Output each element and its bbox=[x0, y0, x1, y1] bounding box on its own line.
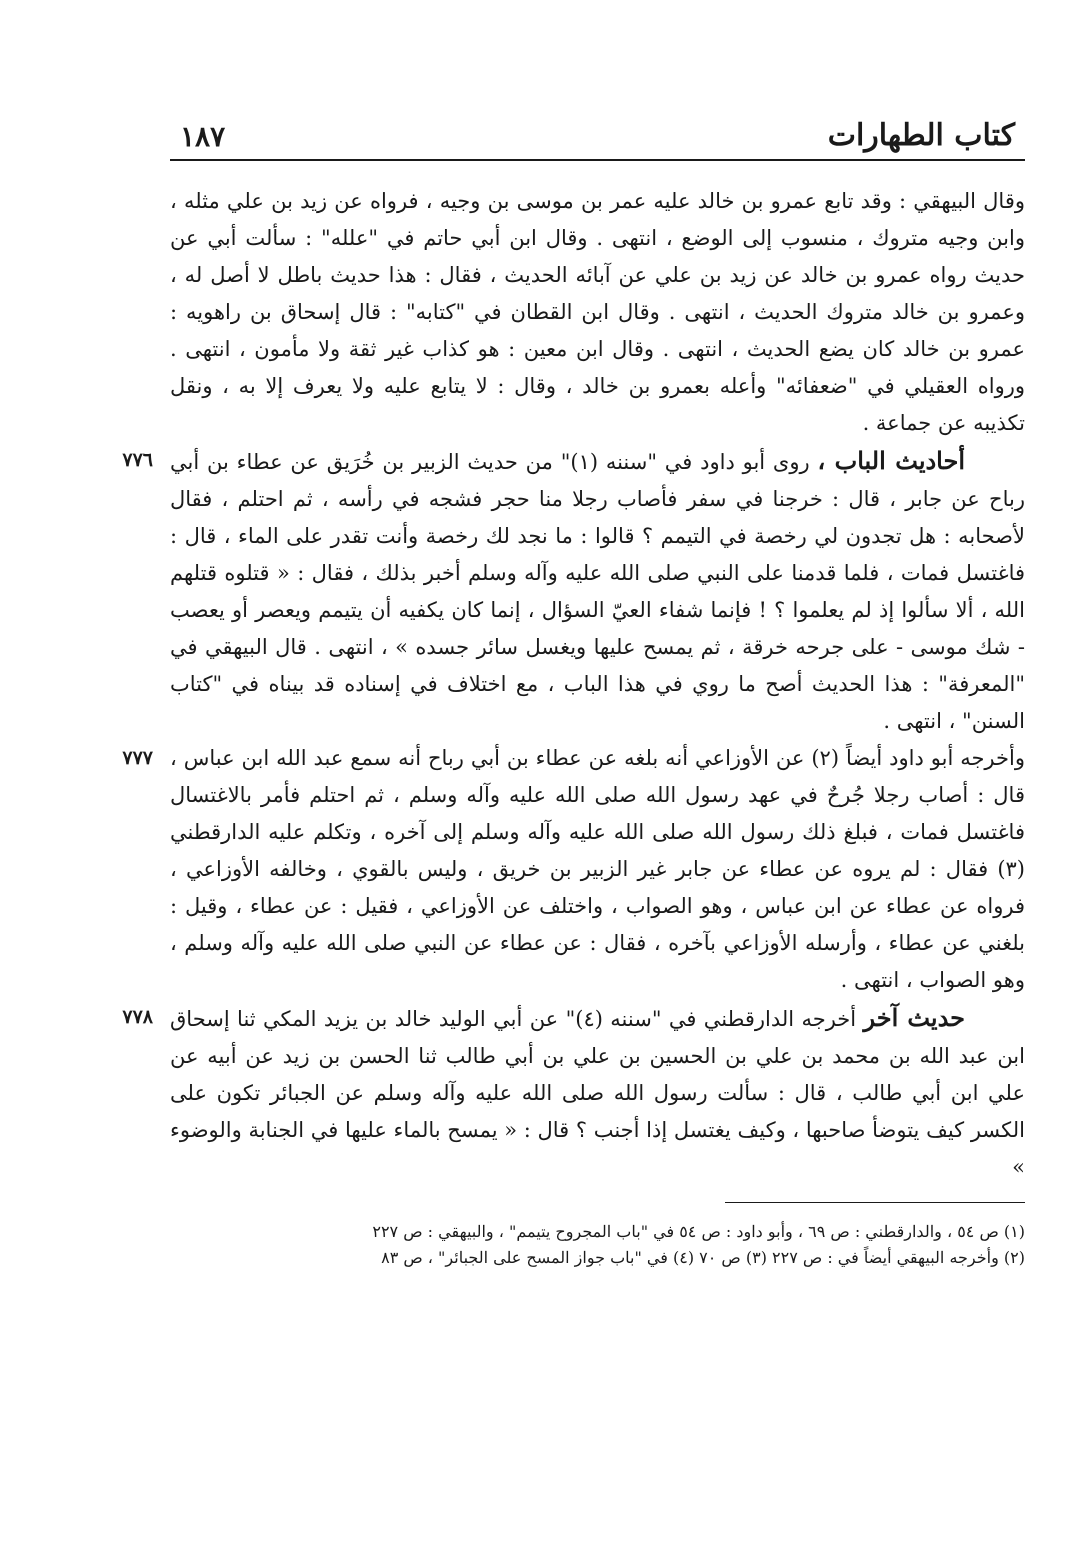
paragraph bbox=[122, 999, 1025, 1186]
section-lead: أحاديث الباب ، bbox=[817, 446, 965, 475]
paragraph bbox=[170, 183, 1025, 442]
hadith-number: ٧٧٨ bbox=[122, 1006, 153, 1028]
footnote-separator bbox=[725, 1202, 1025, 1203]
section-lead: حديث آخر bbox=[863, 1003, 965, 1032]
page-body bbox=[122, 183, 1026, 1186]
paragraph-text: وأخرجه أبو داود أيضاً (٢) عن الأوزاعي أنه بلغه عن عطاء بن أبي رباح أنه سمع عبد الله ابن عباس ، قال : أصاب رجلا جُرحٌ في عهد رسول الله صلى الله عليه وآله وسلم ، ثم احتلم فأمر بالاغتسال فاغتسل فمات ، فبلغ ذلك رسول الله صلى الله عليه وآله وسلم إلى آخره ، وتكلم عليه الدارقطني (٣) فقال : لم يروه عن عطاء عن جابر غير الزبير بن خريق ، وليس بالقوي ، وخالفه الأوزاعي ، فرواه عن عطاء عن ابن عباس ، وهو الصواب ، واختلف عن الأوزاعي ، فقيل : عن عطاء ، وقيل : بلغني عن عطاء ، وأرسله الأوزاعي بآخره ، فقال : عن عطاء عن النبي صلى الله عليه وآله وسلم ، وهو الصواب ، انتهى . bbox=[170, 746, 1025, 992]
hadith-number: ٧٧٦ bbox=[122, 449, 153, 471]
paragraph bbox=[122, 442, 1026, 740]
page-header bbox=[170, 95, 1025, 161]
paragraph-text: وقال البيهقي : وقد تابع عمرو بن خالد عليه عمر بن موسى بن وجيه ، فرواه عن زيد بن علي مثله ، وابن وجيه متروك ، منسوب إلى الوضع ، انتهى . وقال ابن أبي حاتم في "علله" : سألت أبي عن حديث رواه عمرو بن خالد عن زيد بن علي عن آبائه الحديث ، فقال : هذا حديث باطل لا أصل له ، وعمرو بن خالد متروك الحديث ، انتهى . وقال ابن القطان في "كتابه" : قال إسحاق بن راهويه : عمرو بن خالد كان يضع الحديث ، انتهى . وقال ابن معين : هو كذاب غير ثقة ولا مأمون ، انتهى . ورواه العقيلي في "ضعفائه" وأعله بعمرو بن خالد ، وقال : لا يتابع عليه ولا يعرف إلا به ، ونقل تكذيبه عن جماعة . bbox=[170, 189, 1025, 435]
hadith-number: ٧٧٧ bbox=[122, 747, 153, 769]
book-page bbox=[122, 95, 1026, 1271]
paragraph bbox=[122, 740, 1025, 999]
footnotes bbox=[170, 1219, 1025, 1271]
page-number: ١٨٧ bbox=[180, 120, 226, 153]
paragraph-text: أخرجه الدارقطني في "سننه (٤)" عن أبي الوليد خالد بن يزيد المكي ثنا إسحاق ابن عبد الله بن محمد بن علي بن الحسين بن علي بن أبي طالب ثنا الحسن بن زيد عن أبيه عن علي ابن أبي طالب ، قال : سألت رسول الله صلى الله عليه وآله وسلم عن الجبائر تكون على الكسر كيف يتوضأ صاحبها ، وكيف يغتسل إذا أجنب ؟ قال : « يمسح بالماء عليها في الجنابة والوضوء » bbox=[170, 1007, 1025, 1179]
running-title: كتاب الطهارات bbox=[827, 118, 1015, 153]
footnote: (١) ص ٥٤ ، والدارقطني : ص ٦٩ ، وأبو داود : ص ٥٤ في "باب المجروح يتيمم" ، والبيهقي : ص ٢٢٧ bbox=[372, 1222, 1025, 1241]
footnote: (٢) وأخرجه البيهقي أيضاً في : ص ٢٢٧ (٣) ص ٧٠ (٤) في "باب جواز المسح على الجبائر" ، ص ٨٣ bbox=[381, 1248, 1025, 1267]
paragraph-text: روى أبو داود في "سننه (١)" من حديث الزبير بن خُرَيق عن عطاء بن أبي رباح عن جابر ، قال : خرجنا في سفر فأصاب رجلا منا حجر فشجه في رأسه ، ثم احتلم ، فقال لأصحابه : هل تجدون لي رخصة في التيمم ؟ قالوا : ما نجد لك رخصة وأنت تقدر على الماء ، قال : فاغتسل فمات ، فلما قدمنا على النبي صلى الله عليه وآله وسلم أخبر بذلك ، فقال : « قتلوه قتلهم الله ، ألا سألوا إذ لم يعلموا ؟ ! فإنما شفاء العيّ السؤال ، إنما كان يكفيه أن يتيمم ويعصر أو يعصب - شك موسى - على جرحه خرقة ، ثم يمسح عليها ويغسل سائر جسده » ، انتهى . قال البيهقي في "المعرفة" : هذا الحديث أصح ما روي في هذا الباب ، مع اختلاف في إسناده قد بيناه في "كتاب السنن" ، انتهى . bbox=[170, 450, 1026, 733]
